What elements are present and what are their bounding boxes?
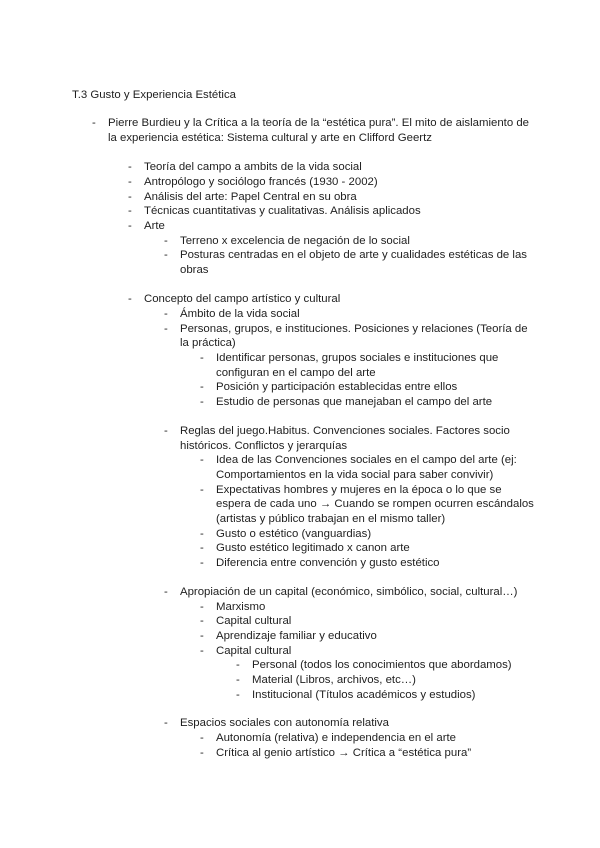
list-item-level4: Expectativas hombres y mujeres en la época o lo que se [216, 484, 502, 496]
bullet-dash: - [200, 396, 204, 408]
list-item-level1-cont: la experiencia estética: Sistema cultural y arte en Clifford Geertz [108, 132, 432, 144]
list-item-level4: Aprendizaje familiar y educativo [216, 630, 377, 642]
bullet-dash: - [200, 601, 204, 613]
bullet-dash: - [128, 220, 132, 232]
list-item-level2: Arte [144, 220, 165, 232]
bullet-dash: - [200, 352, 204, 364]
bullet-dash: - [200, 630, 204, 642]
list-item-level4-cont: espera de cada uno → Cuando se rompen ocurren escándalos [216, 498, 534, 510]
list-item-level2: Concepto del campo artístico y cultural [144, 293, 341, 305]
list-item-level4-cont: Comportamientos en la vida social para saber convivir) [216, 469, 494, 481]
bullet-dash: - [200, 484, 204, 496]
bullet-dash: - [128, 205, 132, 217]
list-item-level5: Institucional (Títulos académicos y estudios) [252, 689, 476, 701]
list-item-level2: Teoría del campo a ambits de la vida social [144, 161, 362, 173]
bullet-dash: - [200, 732, 204, 744]
bullet-dash: - [92, 117, 96, 129]
list-item-level4: Estudio de personas que manejaban el campo del arte [216, 396, 493, 408]
bullet-dash: - [200, 454, 204, 466]
list-item-level4: Posición y participación establecidas entre ellos [216, 381, 458, 393]
bullet-dash: - [164, 308, 168, 320]
bullet-dash: - [200, 615, 204, 627]
document-title: T.3 Gusto y Experiencia Estética [72, 89, 236, 101]
bullet-dash: - [164, 717, 168, 729]
list-item-level4: Diferencia entre convención y gusto estético [216, 557, 440, 569]
bullet-dash: - [200, 645, 204, 657]
bullet-dash: - [200, 557, 204, 569]
list-item-level4-cont: configuran en el campo del arte [216, 367, 376, 379]
list-item-level3-cont: la práctica) [180, 337, 236, 349]
list-item-level4: Crítica al genio artístico → Crítica a “estética pura” [216, 747, 472, 759]
list-item-level2: Antropólogo y sociólogo francés (1930 - 2002) [144, 176, 378, 188]
list-item-level5: Material (Libros, archivos, etc…) [252, 674, 416, 686]
list-item-level3: Ámbito de la vida social [180, 308, 300, 320]
list-item-level3: Terreno x excelencia de negación de lo social [180, 235, 410, 247]
list-item-level4: Gusto estético legitimado x canon arte [216, 542, 410, 554]
bullet-dash: - [128, 161, 132, 173]
bullet-dash: - [236, 674, 240, 686]
list-item-level4: Marxismo [216, 601, 266, 613]
list-item-level4-cont: (artistas y público trabajan en el mismo taller) [216, 513, 446, 525]
bullet-dash: - [164, 323, 168, 335]
list-item-level4: Autonomía (relativa) e independencia en el arte [216, 732, 456, 744]
list-item-level3: Posturas centradas en el objeto de arte y cualidades estéticas de las [180, 249, 527, 261]
bullet-dash: - [200, 528, 204, 540]
bullet-dash: - [164, 249, 168, 261]
bullet-dash: - [164, 425, 168, 437]
list-item-level4: Idea de las Convenciones sociales en el campo del arte (ej: [216, 454, 517, 466]
bullet-dash: - [236, 689, 240, 701]
list-item-level3: Reglas del juego.Habitus. Convenciones sociales. Factores socio [180, 425, 510, 437]
list-item-level2: Análisis del arte: Papel Central en su obra [144, 191, 357, 203]
list-item-level4: Identificar personas, grupos sociales e instituciones que [216, 352, 499, 364]
list-item-level3: Espacios sociales con autonomía relativa [180, 717, 389, 729]
list-item-level3: Apropiación de un capital (económico, simbólico, social, cultural…) [180, 586, 518, 598]
bullet-dash: - [236, 659, 240, 671]
list-item-level4: Gusto o estético (vanguardias) [216, 528, 372, 540]
list-item-level5: Personal (todos los conocimientos que abordamos) [252, 659, 512, 671]
bullet-dash: - [200, 381, 204, 393]
list-item-level4: Capital cultural [216, 615, 292, 627]
list-item-level3-cont: obras [180, 264, 209, 276]
list-item-level3: Personas, grupos, e instituciones. Posiciones y relaciones (Teoría de [180, 323, 528, 335]
list-item-level3-cont: históricos. Conflictos y jerarquías [180, 440, 348, 452]
list-item-level4: Capital cultural [216, 645, 292, 657]
bullet-dash: - [128, 293, 132, 305]
bullet-dash: - [128, 176, 132, 188]
list-item-level1: Pierre Burdieu y la Crítica a la teoría de la “estética pura”. El mito de aislamiento de [108, 117, 530, 129]
list-item-level2: Técnicas cuantitativas y cualitativas. Análisis aplicados [144, 205, 421, 217]
bullet-dash: - [200, 747, 204, 759]
bullet-dash: - [164, 586, 168, 598]
bullet-dash: - [128, 191, 132, 203]
bullet-dash: - [164, 235, 168, 247]
bullet-dash: - [200, 542, 204, 554]
